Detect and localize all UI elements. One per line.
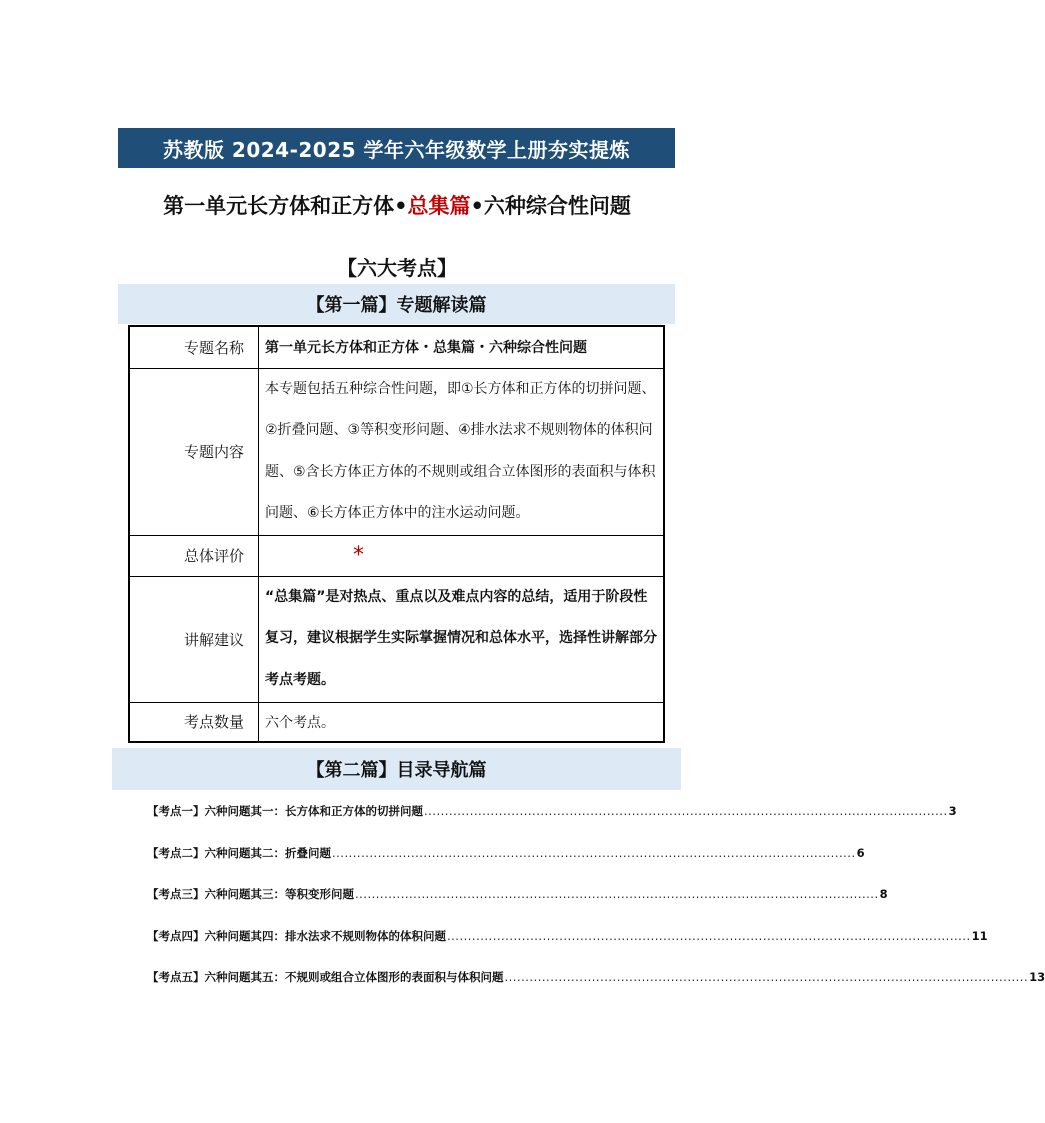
toc-entry[interactable] bbox=[147, 803, 957, 819]
toc-leader: .............................................................................................................................. bbox=[504, 970, 1029, 984]
table-row bbox=[129, 702, 664, 742]
subtitle-highlight: 总集篇 bbox=[407, 194, 471, 218]
toc-entry[interactable] bbox=[147, 845, 865, 861]
document-subtitle bbox=[0, 190, 794, 220]
table-row bbox=[129, 326, 664, 368]
row-value: 六个考点。 bbox=[259, 702, 665, 742]
toc-leader: .............................................................................................................................. bbox=[447, 929, 971, 943]
row-label: 专题内容 bbox=[129, 368, 259, 535]
table-row bbox=[129, 535, 664, 576]
toc-page-number: 8 bbox=[879, 887, 888, 901]
table-row bbox=[129, 576, 664, 702]
toc-entry-text: 【考点一】六种问题其一：长方体和正方体的切拼问题 bbox=[147, 804, 423, 818]
table-row bbox=[129, 368, 664, 535]
toc-page-number: 11 bbox=[971, 929, 988, 943]
toc-page-number: 13 bbox=[1029, 970, 1045, 984]
row-label: 总体评价 bbox=[129, 535, 259, 576]
document-banner: 苏教版 2024-2025 学年六年级数学上册夯实提炼 bbox=[118, 128, 675, 168]
subtitle-part3: •六种综合性问题 bbox=[470, 194, 631, 218]
section-bar-1: 【第一篇】专题解读篇 bbox=[118, 284, 675, 324]
toc-entry[interactable] bbox=[147, 969, 1045, 985]
topic-info-table bbox=[128, 325, 665, 743]
section-bar-2: 【第二篇】目录导航篇 bbox=[112, 748, 681, 790]
toc-entry-text: 【考点五】六种问题其五：不规则或组合立体图形的表面积与体积问题 bbox=[147, 970, 504, 984]
toc-entry[interactable] bbox=[147, 928, 988, 944]
toc-entry-text: 【考点三】六种问题其三：等积变形问题 bbox=[147, 887, 354, 901]
row-label: 专题名称 bbox=[129, 326, 259, 368]
rating-star-icon: * bbox=[353, 543, 364, 568]
row-value: 第一单元长方体和正方体・总集篇・六种综合性问题 bbox=[259, 326, 665, 368]
row-label: 讲解建议 bbox=[129, 576, 259, 702]
toc-page-number: 6 bbox=[856, 846, 865, 860]
toc-entry-text: 【考点二】六种问题其二：折叠问题 bbox=[147, 846, 331, 860]
subtitle-part1: 第一单元长方体和正方体• bbox=[163, 194, 408, 218]
row-label: 考点数量 bbox=[129, 702, 259, 742]
row-value: 本专题包括五种综合性问题，即①长方体和正方体的切拼问题、②折叠问题、③等积变形问题、④排水法求不规则物体的体积问题、⑤含长方体正方体的不规则或组合立体图形的表面积与体积问题、⑥长方体正方体中的注水运动问题。 bbox=[259, 368, 665, 535]
toc-entry-text: 【考点四】六种问题其四：排水法求不规则物体的体积问题 bbox=[147, 929, 446, 943]
toc-page-number: 3 bbox=[948, 804, 957, 818]
toc-leader: .............................................................................................................................. bbox=[332, 846, 856, 860]
toc-leader: .............................................................................................................................. bbox=[424, 804, 948, 818]
section-heading: 【六大考点】 bbox=[337, 256, 457, 280]
toc-leader: .............................................................................................................................. bbox=[355, 887, 879, 901]
toc-entry[interactable] bbox=[147, 886, 888, 902]
row-value bbox=[259, 535, 665, 576]
row-value: “总集篇”是对热点、重点以及难点内容的总结，适用于阶段性复习，建议根据学生实际掌握情况和总体水平，选择性讲解部分考点考题。 bbox=[259, 576, 665, 702]
